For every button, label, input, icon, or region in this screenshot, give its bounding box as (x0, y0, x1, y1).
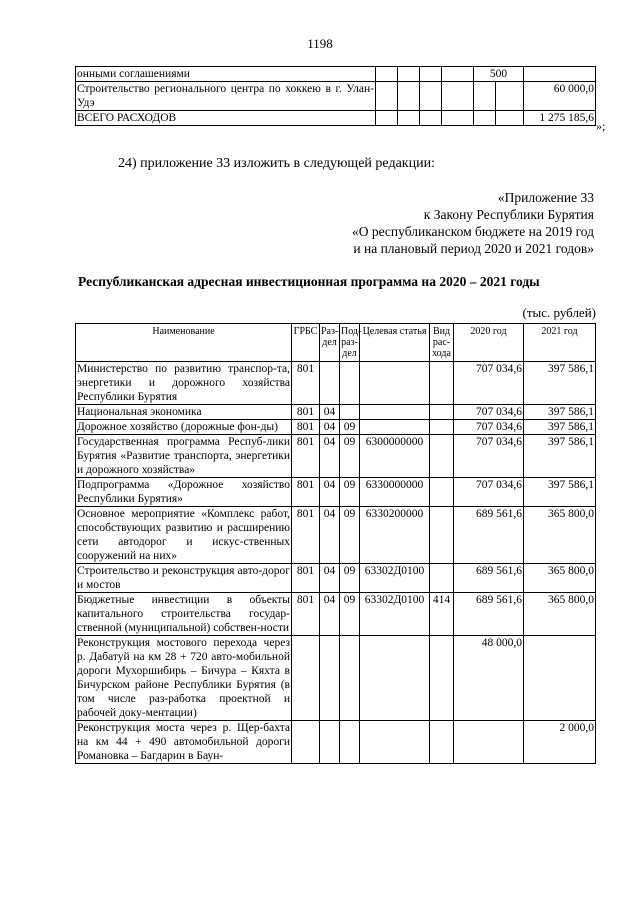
row-name: Реконструкция мостового перехода через р. Дабатуй на км 28 + 720 авто-мобильной дороги Мухоршибирь – Бичура – Кяхта в Бичурском районе Республики Бурятия (в том числе раз-работка проектной и рабочей доку-ментации) (77, 637, 290, 719)
row-name: Бюджетные инвестиции в объекты капитального строительства государ-ственной (муниципальной) собствен-ности (77, 594, 290, 634)
row-razdel: 04 (320, 405, 340, 420)
top-table (75, 66, 596, 126)
row-name: Министерство по развитию транспор-та, энергетики и дорожного хозяйства Республики Бурятия (77, 363, 290, 403)
appendix-line: к Закону Республики Бурятия (423, 207, 594, 222)
row-grbs: 801 (292, 564, 320, 593)
header-2020: 2020 год (454, 324, 524, 362)
table-row (76, 435, 596, 478)
row-grbs: 801 (292, 420, 320, 435)
row-target-article: 6300000000 (360, 435, 430, 478)
row-grbs: 801 (292, 593, 320, 636)
row-target-article: 6330000000 (360, 478, 430, 507)
table-row (76, 636, 596, 721)
row-grbs: 801 (292, 405, 320, 420)
row-target-article (360, 721, 430, 764)
table-row (76, 362, 596, 405)
table-row (76, 405, 596, 420)
investment-table (75, 323, 596, 764)
row-target-article (360, 420, 430, 435)
row-name: Строительство и реконструкция авто-дорог и мостов (77, 565, 290, 591)
row-podrazdel: 09 (340, 593, 360, 636)
table-row (76, 420, 596, 435)
row-name: Дорожное хозяйство (дорожные фон-ды) (76, 420, 292, 435)
row-expense-type (430, 721, 454, 764)
row-2020: 689 561,6 (454, 564, 524, 593)
page-number: 1198 (307, 36, 333, 51)
row-2020: 689 561,6 (454, 507, 524, 564)
header-expense-type: Вид рас-хода (430, 324, 454, 362)
row-grbs: 801 (292, 478, 320, 507)
row-2020: 48 000,0 (454, 636, 524, 721)
row-podrazdel: 09 (340, 478, 360, 507)
table-row (76, 507, 596, 564)
row-2020: 707 034,6 (454, 405, 524, 420)
row-2020: 707 034,6 (454, 362, 524, 405)
row-podrazdel: 09 (340, 564, 360, 593)
row-razdel (320, 721, 340, 764)
row-2021: 365 800,0 (524, 593, 596, 636)
header-name: Наименование (76, 324, 292, 362)
row-grbs (292, 636, 320, 721)
row-name: Государственная программа Респуб-лики Бурятия «Развитие транспорта, энергетики и дорожного хозяйства» (77, 436, 290, 476)
row-podrazdel (340, 362, 360, 405)
row-name: Основное мероприятие «Комплекс работ, способствующих развитию и расширению сети автодорог и искус-ственных сооружений на них» (77, 508, 290, 562)
appendix-line: и на плановый период 2020 и 2021 годов» (353, 241, 594, 256)
row-expense-type (430, 507, 454, 564)
table-row (76, 67, 596, 82)
header-grbs: ГРБС (292, 324, 320, 362)
row-razdel: 04 (320, 507, 340, 564)
row-razdel (320, 362, 340, 405)
row-expense-type (430, 420, 454, 435)
row-razdel: 04 (320, 593, 340, 636)
row-target-article (360, 405, 430, 420)
row-podrazdel: 09 (340, 435, 360, 478)
header-razdel: Раз-дел (320, 324, 340, 362)
row-razdel: 04 (320, 478, 340, 507)
row-podrazdel: 09 (340, 507, 360, 564)
row-razdel: 04 (320, 435, 340, 478)
row-2021: 1 275 185,6 (524, 111, 596, 126)
row-vr: 500 (474, 67, 524, 82)
row-expense-type: 414 (430, 593, 454, 636)
table-row (76, 593, 596, 636)
row-grbs (292, 721, 320, 764)
row-target-article: 63302Д0100 (360, 593, 430, 636)
table-row (76, 111, 596, 126)
amendment-paragraph: 24) приложение 33 изложить в следующей редакции: (118, 156, 435, 171)
table-row (76, 478, 596, 507)
row-podrazdel (340, 405, 360, 420)
table-row (76, 721, 596, 764)
table-row (76, 564, 596, 593)
row-podrazdel (340, 636, 360, 721)
units-label: (тыс. рублей) (522, 305, 596, 320)
closing-quote: »; (596, 119, 606, 133)
row-2020: 689 561,6 (454, 593, 524, 636)
row-2021: 365 800,0 (524, 564, 596, 593)
row-expense-type (430, 636, 454, 721)
appendix-caption (352, 189, 594, 257)
row-target-article: 63302Д0100 (360, 564, 430, 593)
row-2020: 707 034,6 (454, 478, 524, 507)
row-expense-type (430, 362, 454, 405)
table-row (76, 82, 596, 111)
row-target-article (360, 362, 430, 405)
header-podrazdel: Под-раз-дел (340, 324, 360, 362)
row-2021 (524, 636, 596, 721)
header-target-article: Целевая статья (360, 324, 430, 362)
row-expense-type (430, 405, 454, 420)
row-target-article: 6330200000 (360, 507, 430, 564)
row-name: Подпрограмма «Дорожное хозяйство Республики Бурятия» (77, 479, 290, 505)
row-expense-type (430, 564, 454, 593)
table-header-row (76, 324, 596, 362)
row-name: Национальная экономика (76, 405, 292, 420)
row-2021: 397 586,1 (524, 362, 596, 405)
row-2021: 2 000,0 (524, 721, 596, 764)
header-2021: 2021 год (524, 324, 596, 362)
appendix-line: «О республиканском бюджете на 2019 год (351, 224, 594, 239)
row-grbs: 801 (292, 435, 320, 478)
row-2020: 707 034,6 (454, 420, 524, 435)
row-grbs: 801 (292, 362, 320, 405)
row-name: Реконструкция моста через р. Щер-бахта на км 44 + 490 автомобильной дороги Романовка – Багдарин в Баун- (77, 722, 290, 762)
row-razdel (320, 636, 340, 721)
row-razdel: 04 (320, 420, 340, 435)
row-2020 (454, 721, 524, 764)
row-2021 (524, 67, 596, 82)
row-name: онными соглашениями (76, 67, 376, 82)
row-name: ВСЕГО РАСХОДОВ (76, 111, 376, 126)
appendix-line: «Приложение 33 (497, 190, 594, 205)
row-expense-type (430, 435, 454, 478)
row-target-article (360, 636, 430, 721)
document-heading: Республиканская адресная инвестиционная программа на 2020 – 2021 годы (78, 274, 540, 289)
row-name: Строительство регионального центра по хоккею в г. Улан-Удэ (77, 83, 374, 109)
row-2021: 365 800,0 (524, 507, 596, 564)
row-2021: 60 000,0 (524, 82, 596, 111)
row-podrazdel: 09 (340, 420, 360, 435)
row-2021: 397 586,1 (524, 405, 596, 420)
row-2020: 707 034,6 (454, 435, 524, 478)
row-expense-type (430, 478, 454, 507)
row-2021: 397 586,1 (524, 478, 596, 507)
row-grbs: 801 (292, 507, 320, 564)
row-podrazdel (340, 721, 360, 764)
row-2021: 397 586,1 (524, 420, 596, 435)
row-2021: 397 586,1 (524, 435, 596, 478)
row-razdel: 04 (320, 564, 340, 593)
